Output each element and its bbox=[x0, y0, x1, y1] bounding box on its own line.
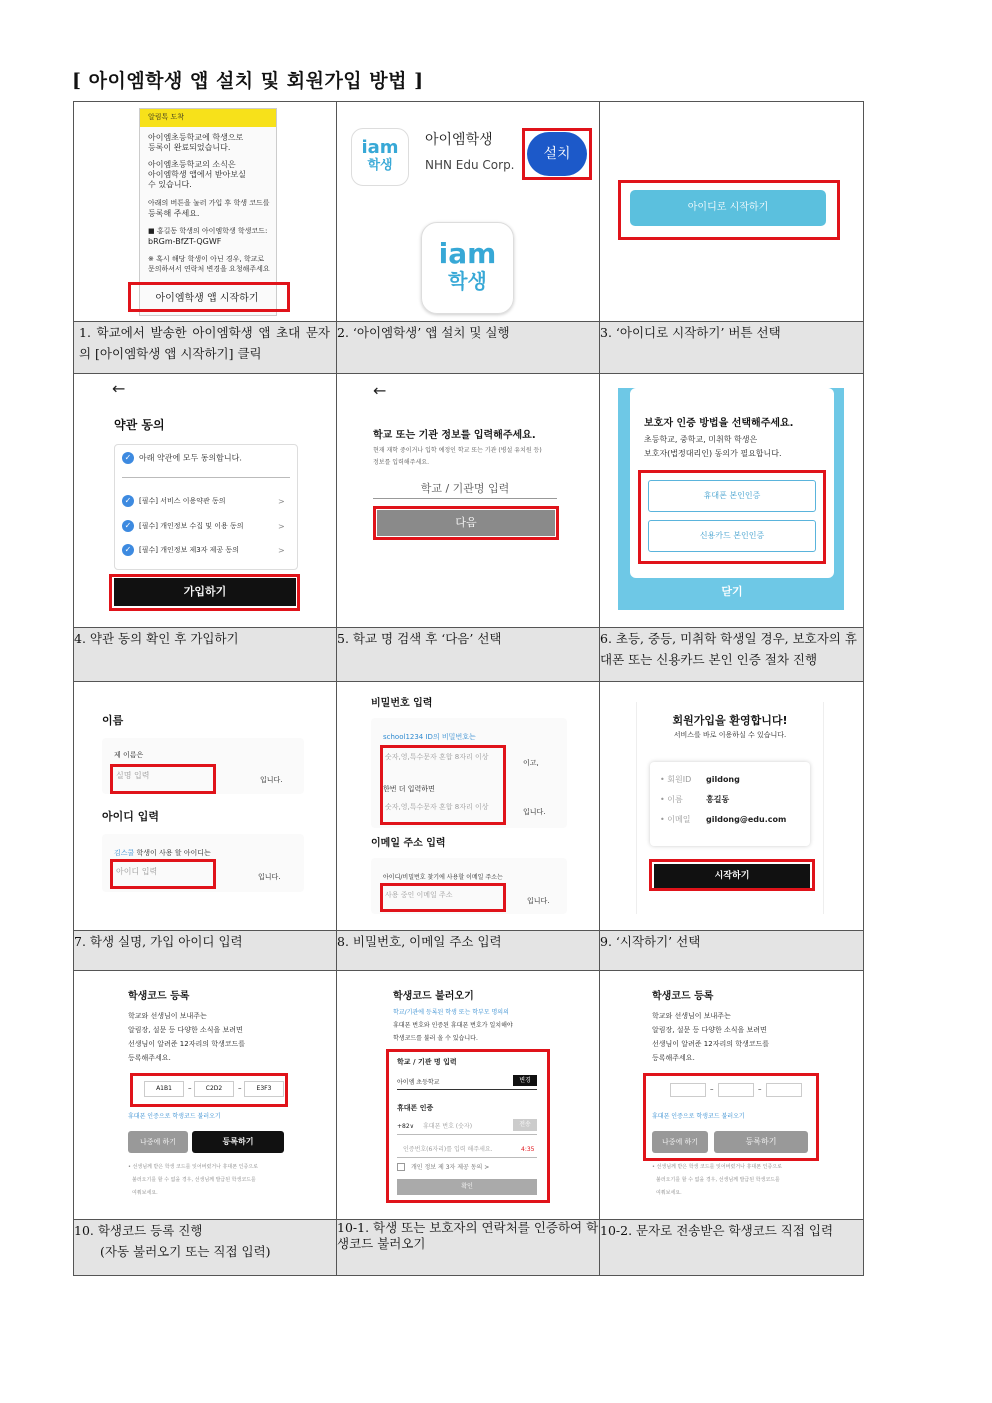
message-text: ■ 홍길동 학생의 아이엠학생 학생코드: bbox=[148, 227, 268, 235]
phone-load-link[interactable]: 휴대폰 인증으로 학생코드 불러오기 bbox=[128, 1113, 221, 1120]
send-button[interactable]: 전송 bbox=[513, 1119, 537, 1131]
later-button[interactable]: 나중에 하기 bbox=[128, 1131, 188, 1153]
school-info-desc: 현재 재학 중이거나 입학 예정인 학교 또는 기관 (병설 유치원 등) bbox=[373, 447, 542, 454]
guide-table bbox=[73, 101, 864, 1276]
step3-screenshot bbox=[600, 102, 864, 322]
agree-all-label: 아래 약관에 모두 동의합니다. bbox=[139, 453, 242, 463]
message-text: 아이엠초등학교의 소식은 bbox=[148, 160, 236, 169]
phone-label: 휴대폰 인증 bbox=[397, 1104, 434, 1112]
suffix-text: 입니다. bbox=[527, 897, 550, 905]
highlight-box bbox=[109, 574, 300, 611]
step10-1-caption: 10-1. 학생 또는 보호자의 연락처를 인증하여 학생코드 불러오기 bbox=[337, 1220, 600, 1276]
code-load-desc: 휴대폰 번호와 인증된 휴대폰 번호가 일치해야 bbox=[393, 1022, 513, 1029]
step2-caption: 2. ‘아이엠학생’ 앱 설치 및 실행 bbox=[337, 322, 600, 374]
phone-input[interactable]: 휴대폰 번호 (숫자) bbox=[423, 1123, 473, 1130]
step10-caption bbox=[74, 1220, 337, 1276]
step6-screenshot bbox=[600, 374, 864, 628]
change-button[interactable]: 변경 bbox=[513, 1075, 537, 1086]
highlight-box bbox=[618, 180, 840, 240]
chevron-right-icon: > bbox=[278, 497, 285, 506]
student-name: 김스쿨 bbox=[114, 849, 135, 857]
message-text: 등록이 완료되었습니다. bbox=[148, 143, 231, 152]
highlight-box bbox=[643, 1073, 819, 1161]
chevron-right-icon: > bbox=[278, 546, 285, 555]
code-register-title: 학생코드 등록 bbox=[128, 991, 190, 1002]
code-input-2[interactable]: C2D2 bbox=[194, 1081, 234, 1097]
member-name-value: 홍길동 bbox=[706, 795, 730, 804]
highlight-box bbox=[380, 883, 506, 912]
highlight-box bbox=[130, 1073, 288, 1107]
terms-title: 약관 동의 bbox=[114, 418, 165, 432]
term-label: [필수] 개인정보 제3자 제공 동의 bbox=[139, 546, 239, 554]
step1-screenshot bbox=[74, 102, 337, 322]
highlight-box bbox=[373, 506, 559, 540]
code-register-desc: 등록해주세요. bbox=[652, 1054, 695, 1062]
check-icon: ✓ bbox=[122, 520, 134, 532]
note-text: • 선생님께 받은 학생 코드를 잊어버렸거나 휴대폰 인증으로 bbox=[128, 1164, 258, 1170]
suffix-text: 입니다. bbox=[258, 873, 281, 881]
school-info-title: 학교 또는 기관 정보를 입력해주세요. bbox=[373, 430, 536, 441]
step9-caption: 9. ‘시작하기’ 선택 bbox=[600, 931, 864, 971]
code-register-desc: 선생님이 알려준 12자리의 학생코드를 bbox=[652, 1040, 770, 1048]
id-label: 아이디 입력 bbox=[102, 810, 159, 823]
term-item[interactable] bbox=[122, 495, 226, 507]
guardian-auth-desc: 초등학교, 중학교, 미취학 학생은 bbox=[644, 435, 758, 444]
step1-caption: 1. 학교에서 발송한 아이엠학생 앱 초대 문자의 [아이엠학생 앱 시작하기] 클릭 bbox=[74, 322, 337, 374]
logo-text: iam bbox=[361, 137, 399, 158]
password-question: school1234 ID의 비밀번호는 bbox=[383, 733, 476, 741]
password-confirm-question: 한번 더 입력하면 bbox=[383, 785, 435, 793]
step6-caption: 6. 초등, 중등, 미취학 학생일 경우, 보호자의 휴대폰 또는 신용카드 본인 인증 절차 진행 bbox=[600, 628, 864, 682]
note-text: 여쭤보세요. bbox=[656, 1190, 682, 1196]
timer: 4:35 bbox=[521, 1146, 535, 1153]
member-id-value: gildong bbox=[706, 775, 740, 784]
phone-auth-button[interactable]: 휴대폰 본인인증 bbox=[648, 480, 816, 512]
agree-label[interactable]: 개인 정보 제 3자 제공 동의 > bbox=[411, 1164, 490, 1171]
step5-screenshot bbox=[337, 374, 600, 628]
highlight-box bbox=[128, 282, 290, 312]
close-button[interactable]: 닫기 bbox=[721, 585, 743, 598]
start-with-id-button[interactable]: 아이디로 시작하기 bbox=[630, 190, 826, 226]
app-name: 아이엠학생 bbox=[425, 132, 493, 148]
member-id-key: • 회원ID bbox=[660, 775, 692, 784]
welcome-title: 회원가입을 환영합니다! bbox=[672, 714, 788, 727]
code-load-desc: 학생코드를 불러 올 수 있습니다. bbox=[393, 1035, 478, 1042]
country-code-select[interactable]: +82∨ bbox=[397, 1123, 415, 1130]
publisher-name: NHN Edu Corp. bbox=[425, 158, 515, 172]
school-value: 아이엠 초등학교 bbox=[397, 1079, 440, 1086]
message-text: 수 있습니다. bbox=[148, 180, 192, 189]
message-text: 아이엠학생 앱에서 받아보실 bbox=[148, 170, 246, 179]
code-load-title: 학생코드 불러오기 bbox=[393, 991, 474, 1002]
logo-text: iam bbox=[438, 237, 497, 270]
app-icon-large bbox=[421, 222, 514, 314]
logo-text: 학생 bbox=[448, 269, 487, 293]
guardian-auth-title: 보호자 인증 방법을 선택해주세요. bbox=[644, 418, 794, 429]
step10-caption-line2: (자동 불러오기 또는 직접 입력) bbox=[100, 1244, 271, 1259]
alimtalk-header: 알림톡 도착 bbox=[148, 113, 185, 121]
password-input[interactable]: 숫자,영,특수문자 혼합 8자리 이상 bbox=[385, 753, 489, 761]
step4-caption: 4. 약관 동의 확인 후 가입하기 bbox=[74, 628, 337, 682]
term-item[interactable] bbox=[122, 520, 244, 532]
message-text: 등록해 주세요. bbox=[148, 209, 200, 218]
suffix-text: 입니다. bbox=[523, 808, 546, 816]
step9-screenshot bbox=[600, 682, 864, 931]
guardian-auth-desc: 보호자(법정대리인) 동의가 필요합니다. bbox=[644, 449, 782, 458]
check-icon: ✓ bbox=[122, 452, 134, 464]
confirm-button[interactable]: 확인 bbox=[397, 1179, 537, 1195]
check-icon: ✓ bbox=[122, 495, 134, 507]
register-button[interactable]: 등록하기 bbox=[192, 1131, 284, 1153]
code-input-3[interactable]: E3F3 bbox=[244, 1081, 284, 1097]
auth-code-input[interactable]: 인증번호(6자리)를 입력 해주세요. bbox=[403, 1146, 493, 1153]
email-label: 이메일 주소 입력 bbox=[371, 838, 446, 849]
step10-screenshot: 학생코드 등록 학교와 선생님이 보내주는 알림장, 설문 등 다양한 소식을 보려면 선생님이 알려준 12자리의 학생코드를 등록해주세요. A1B1 – C2D2 – E3F3 휴대폰 인증으로 학생코드 불러오기 나중에 하기 등록하기 • 선생님께 받은 학생 코드를 잊어버렸거나 휴대폰 인증으로 불러오기를 할 수 없을 경우, 선생님께 발급된 학생코드를 여쭤보세요. bbox=[74, 971, 337, 1220]
code-register-desc: 학교와 선생님이 보내주는 bbox=[128, 1012, 207, 1020]
install-button[interactable]: 설치 bbox=[527, 132, 587, 176]
step10-1-screenshot bbox=[337, 971, 600, 1220]
message-text: 아이엠초등학교에 학생으로 bbox=[148, 133, 244, 142]
join-button[interactable]: 가입하기 bbox=[114, 578, 296, 606]
code-register-desc: 선생님이 알려준 12자리의 학생코드를 bbox=[128, 1040, 246, 1048]
step7-caption: 7. 학생 실명, 가입 아이디 입력 bbox=[74, 931, 337, 971]
register-button[interactable]: 등록하기 bbox=[714, 1131, 808, 1153]
id-input[interactable]: 아이디 입력 bbox=[116, 867, 158, 876]
step10-caption-line1: 10. 학생코드 등록 진행 bbox=[74, 1223, 203, 1238]
note-text: 불러오기를 할 수 없을 경우, 선생님께 발급된 학생코드를 bbox=[656, 1177, 780, 1183]
step7-screenshot bbox=[74, 682, 337, 931]
student-code-text: bRGm-BfZT-QGWF bbox=[148, 237, 222, 246]
school-label: 학교 / 기관 명 입력 bbox=[397, 1058, 457, 1066]
password-label: 비밀번호 입력 bbox=[371, 698, 433, 709]
term-label: [필수] 개인정보 수집 및 이용 동의 bbox=[139, 522, 244, 530]
highlight-box bbox=[638, 470, 826, 564]
message-text: 문의하셔서 연락처 변경을 요청해주세요 bbox=[148, 265, 270, 273]
message-text: ※ 혹시 해당 학생이 아닌 경우, 학교로 bbox=[148, 255, 265, 263]
suffix-text: 이고, bbox=[523, 759, 539, 767]
phone-load-link[interactable]: 휴대폰 인증으로 학생코드 불러오기 bbox=[652, 1113, 745, 1120]
highlight-box bbox=[386, 1049, 550, 1203]
note-text: 불러오기를 할 수 없을 경우, 선생님께 발급된 학생코드를 bbox=[132, 1177, 256, 1183]
highlight-box bbox=[649, 859, 815, 891]
step8-caption: 8. 비밀번호, 이메일 주소 입력 bbox=[337, 931, 600, 971]
email-question: 아이디/비밀번호 찾기에 사용할 이메일 주소는 bbox=[383, 874, 503, 881]
chevron-right-icon: > bbox=[278, 522, 285, 531]
id-question bbox=[114, 848, 211, 859]
card-auth-button[interactable]: 신용카드 본인인증 bbox=[648, 520, 816, 552]
logo-text: 학생 bbox=[367, 158, 393, 173]
id-question-text: 학생이 사용 할 아이디는 bbox=[134, 849, 211, 857]
member-name-key: • 이름 bbox=[660, 795, 683, 804]
code-register-desc: 알림장, 설문 등 다양한 소식을 보려면 bbox=[652, 1026, 767, 1034]
code-register-desc: 학교와 선생님이 보내주는 bbox=[652, 1012, 731, 1020]
step2-screenshot bbox=[337, 102, 600, 322]
code-load-desc: 학교/기관에 등록된 학생 또는 학부모 명의의 bbox=[393, 1009, 509, 1016]
email-input[interactable]: 사용 중인 이메일 주소 bbox=[385, 891, 453, 899]
school-search-input[interactable]: 학교 / 기관명 입력 bbox=[420, 482, 510, 495]
code-register-desc: 알림장, 설문 등 다양한 소식을 보려면 bbox=[128, 1026, 243, 1034]
name-input[interactable]: 실명 입력 bbox=[116, 771, 150, 780]
step10-2-caption: 10-2. 문자로 전송받은 학생코드 직접 입력 bbox=[600, 1220, 864, 1276]
note-text: 여쭤보세요. bbox=[132, 1190, 158, 1196]
step8-screenshot bbox=[337, 682, 600, 931]
check-icon: ✓ bbox=[122, 544, 134, 556]
code-input-1[interactable]: A1B1 bbox=[144, 1081, 184, 1097]
next-button[interactable]: 다음 bbox=[377, 510, 555, 536]
term-label: [필수] 서비스 이용약관 동의 bbox=[139, 497, 226, 505]
page-title: [ 아이엠학생 앱 설치 및 회원가입 방법 ] bbox=[72, 70, 424, 92]
note-text: • 선생님께 받은 학생 코드를 잊어버렸거나 휴대폰 인증으로 bbox=[652, 1164, 782, 1170]
agree-all[interactable] bbox=[122, 452, 242, 464]
step3-caption: 3. ‘아이디로 시작하기’ 버튼 선택 bbox=[600, 322, 864, 374]
member-email-key: • 이메일 bbox=[660, 815, 691, 824]
member-email-value: gildong@edu.com bbox=[706, 815, 787, 824]
step5-caption: 5. 학교 명 검색 후 ‘다음’ 선택 bbox=[337, 628, 600, 682]
suffix-text: 입니다. bbox=[260, 776, 283, 784]
code-register-desc: 등록해주세요. bbox=[128, 1054, 171, 1062]
code-register-title: 학생코드 등록 bbox=[652, 991, 714, 1002]
start-app-button[interactable]: 아이엠학생 앱 시작하기 bbox=[155, 293, 259, 304]
highlight-box bbox=[110, 859, 216, 889]
step4-screenshot bbox=[74, 374, 337, 628]
highlight-box bbox=[380, 745, 506, 825]
highlight-box bbox=[110, 764, 216, 794]
start-button[interactable]: 시작하기 bbox=[654, 864, 810, 888]
step10-2-screenshot: 학생코드 등록 학교와 선생님이 보내주는 알림장, 설문 등 다양한 소식을 보려면 선생님이 알려준 12자리의 학생코드를 등록해주세요. – – 휴대폰 인증으로 학생코드 불러오기 나중에 하기 등록하기 • 선생님께 받은 학생 코드를 잊어버렸거나 휴대폰 인증으로 불러오기를 할 수 없을 경우, 선생님께 발급된 학생코드를 여쭤보세요. bbox=[600, 971, 864, 1220]
password-confirm-input[interactable]: 숫자,영,특수문자 혼합 8자리 이상 bbox=[385, 803, 489, 811]
back-icon[interactable]: ← bbox=[373, 381, 387, 400]
later-button[interactable]: 나중에 하기 bbox=[652, 1131, 708, 1153]
app-icon-small[interactable] bbox=[351, 128, 409, 186]
back-icon[interactable]: ← bbox=[112, 379, 126, 398]
highlight-box bbox=[522, 128, 592, 180]
welcome-sub: 서비스를 바로 이용하실 수 있습니다. bbox=[673, 731, 787, 739]
name-question: 제 이름은 bbox=[114, 751, 144, 759]
message-text: 아래의 버튼을 눌러 가입 후 학생 코드를 bbox=[148, 199, 270, 207]
name-label: 이름 bbox=[102, 714, 124, 727]
school-info-desc: 정보를 입력해주세요. bbox=[373, 459, 429, 466]
term-item[interactable] bbox=[122, 544, 239, 556]
